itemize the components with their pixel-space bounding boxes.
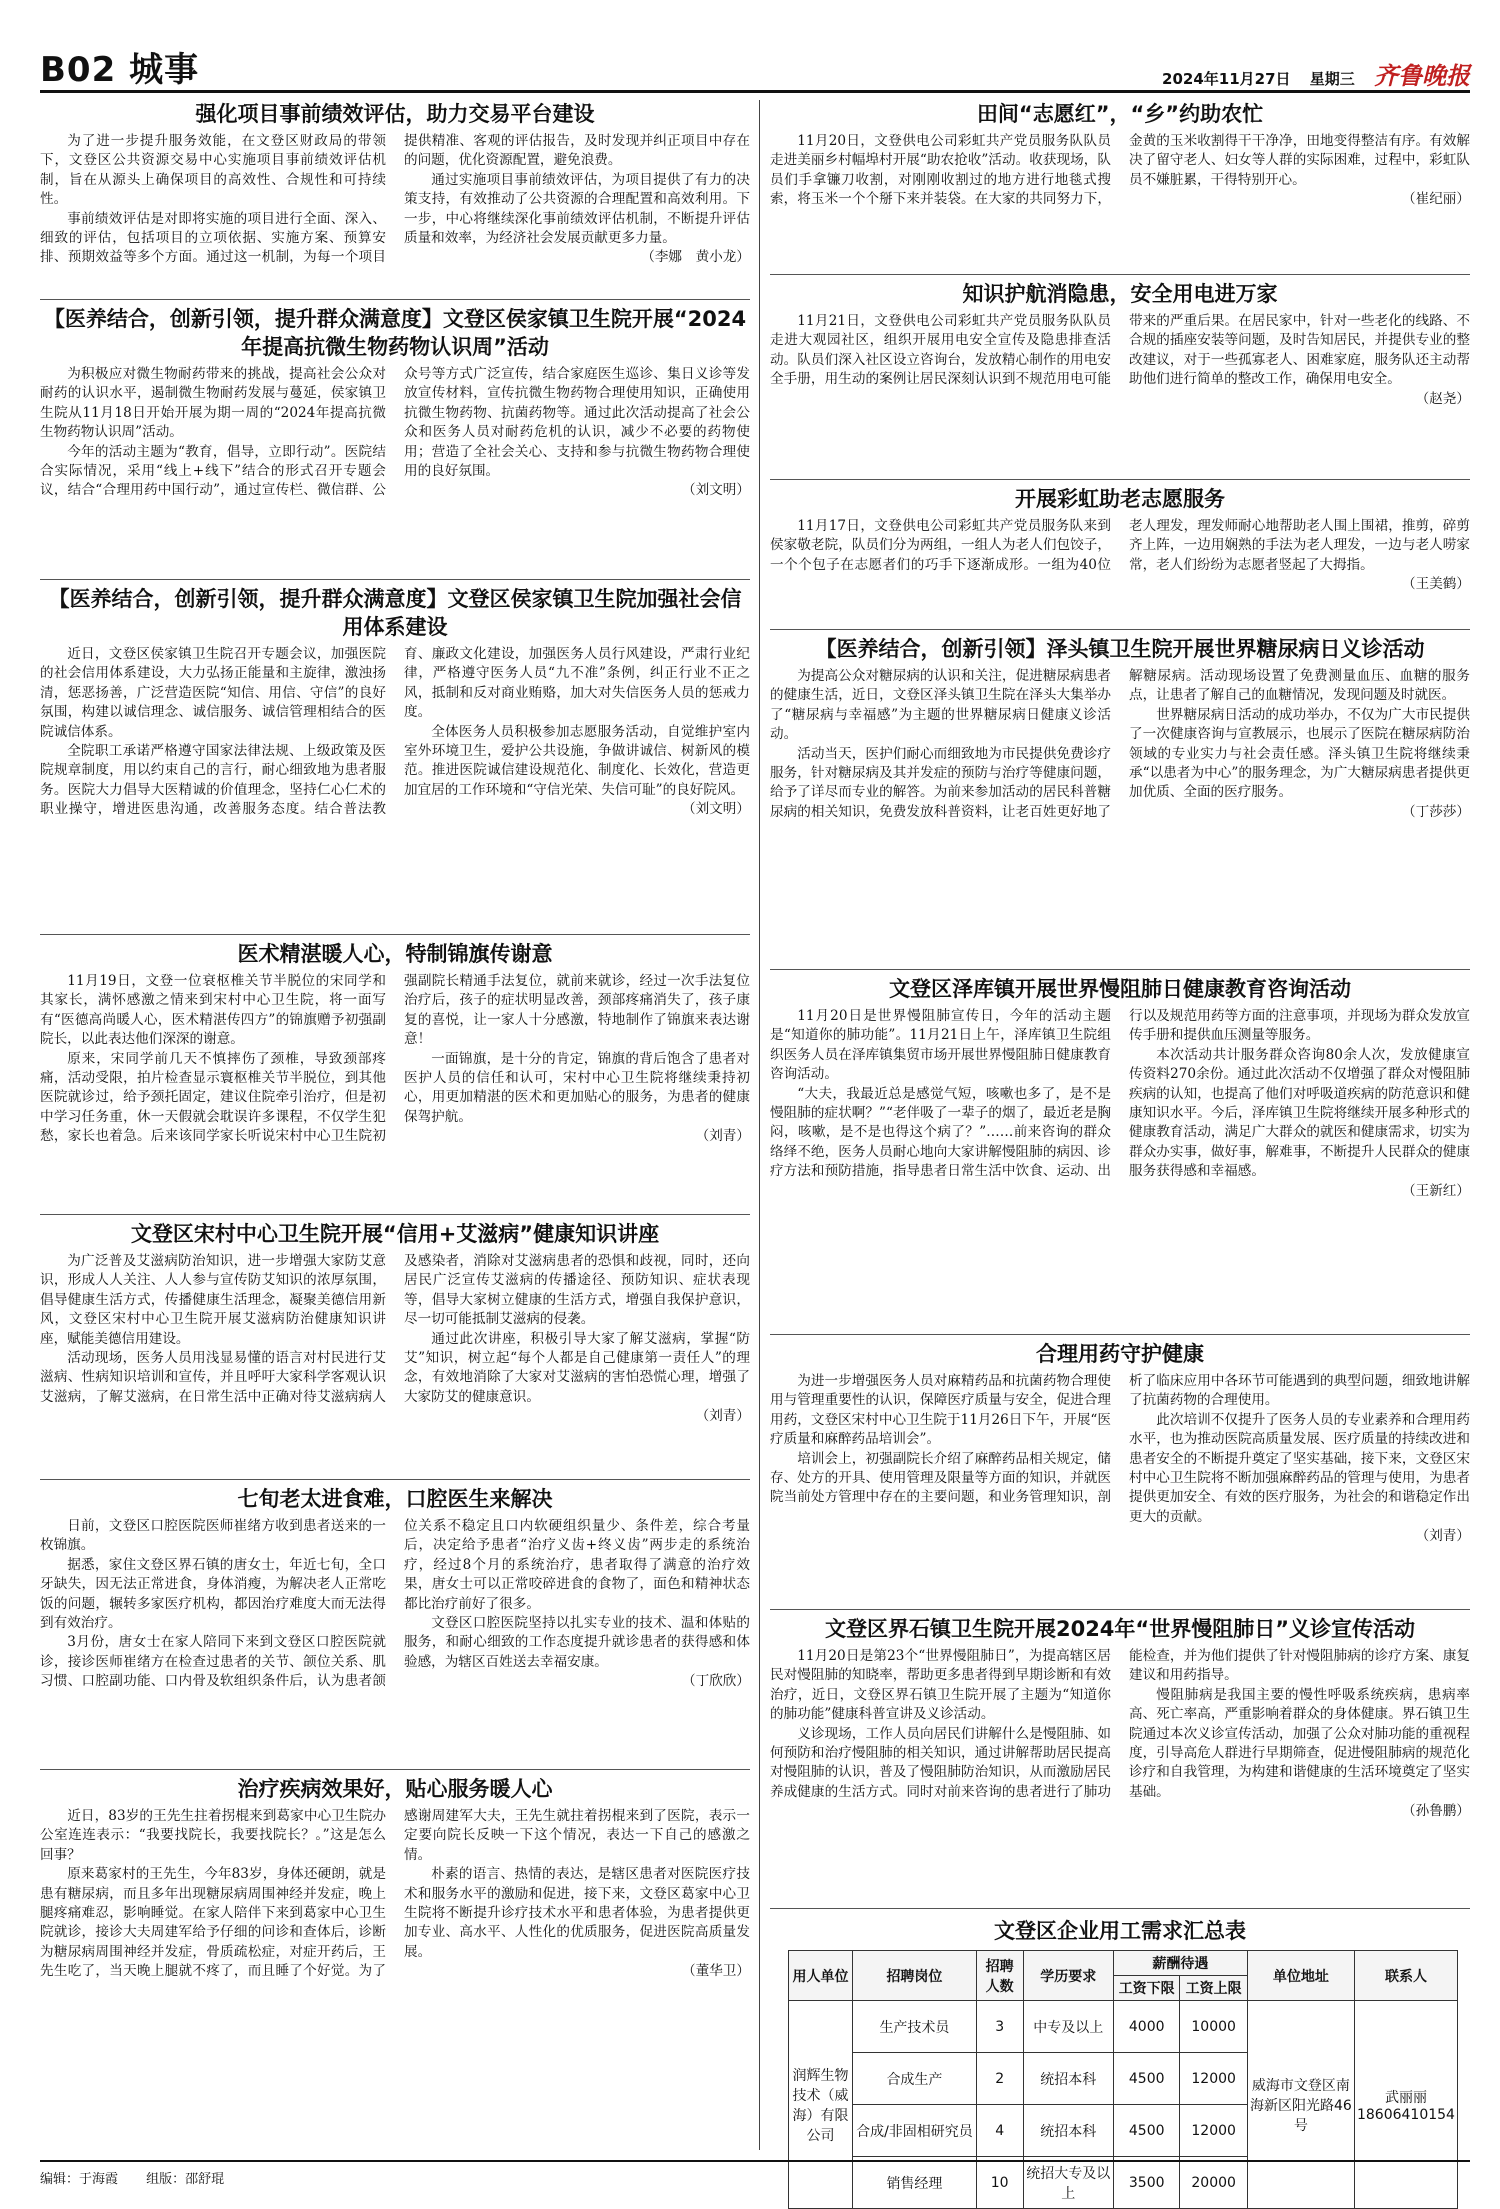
article <box>770 280 1470 475</box>
article-paragraph: 事前绩效评估是对即将实施的项目进行全面、深入、细致的评估，包括项目的立项依据、实施方案、预算安排、预期效益等多个方面。通过这一机制，为每一个项目提供精准、客观的评估报告，及时发现并纠正项目中存在的问题，优化资源配置，避免浪费。 <box>40 133 750 266</box>
article-paragraph: 近日，文登区侯家镇卫生院召开专题会议，加强医院的社会信用体系建设，大力弘扬正能量和主旋律，激浊扬清，惩恶扬善，广泛营造医院“知信、用信、守信”的良好氛围，构建以诚信理念、诚信服务、诚信管理相结合的医院诚信体系。 <box>40 646 386 740</box>
article-paragraph: 今年的活动主题为“教育，倡导，立即行动”。医院结合实际情况，采用“线上+线下”结合的形式召开专题会议，结合“合理用药中国行动”，通过宣传栏、微信群、公众号等方式广泛宣传，结合家庭医生巡诊、集日义诊等发放宣传材料，宣传抗微生物药物合理使用知识，正确使用抗微生物药物、抗菌药物等。通过此次活动提高了社会公众和医务人员对耐药危机的认识，减少不必要的药物使用；营造了全社会关心、支持和参与抗微生物药物合理使用的良好氛围。 <box>40 366 750 499</box>
header-company: 用人单位 <box>789 1951 853 2001</box>
article <box>770 100 1470 270</box>
article-body <box>40 645 750 820</box>
article-body <box>770 132 1470 210</box>
left-column <box>40 100 750 2150</box>
article-paragraph: 活动现场，医务人员用浅显易懂的语言对村民进行艾滋病、性病知识培训和宣传，并且呼吁大家科学客观认识艾滋病，了解艾滋病，在日常生活中正确对待艾滋病病人及感染者，消除对艾滋病患者的恐惧和歧视，同时，还向居民广泛宣传艾滋病的传播途径、预防知识、症状表现等，倡导大家树立健康的生活方式，增强自我保护意识，尽一切可能抵制艾滋病的侵袭。 <box>40 1253 750 1405</box>
table-cell-salary-low: 4500 <box>1113 2105 1180 2157</box>
article-title: 知识护航消隐患，安全用电进万家 <box>962 282 1278 306</box>
table-cell-salary-high: 12000 <box>1180 2053 1247 2105</box>
article-title: 【医养结合，创新引领，提升群众满意度】文登区侯家镇卫生院开展“2024年提高抗微生物药物认识周”活动 <box>43 307 747 359</box>
article-separator <box>770 1908 1470 1909</box>
article-byline: （赵尧） <box>1415 390 1470 407</box>
table-cell-position: 销售经理 <box>853 2157 977 2209</box>
article-paragraph: 为提高公众对糖尿病的认识和关注，促进糖尿病患者的健康生活，近日，文登区泽头镇卫生院在泽头大集举办了“糖尿病与幸福感”为主题的世界糖尿病日健康义诊活动。 <box>770 668 1111 743</box>
article-paragraph: 慢阻肺病是我国主要的慢性呼吸系统疾病，患病率高、死亡率高，严重影响着群众的身体健康。界石镇卫生院通过本次义诊宣传活动，加强了公众对肺功能的重视程度，引导高危人群进行早期筛查，促进慢阻肺病的规范化诊疗和自我管理，为构建和谐健康的生活环境奠定了坚实基础。 <box>1129 1686 1470 1800</box>
table-cell-contact: 武丽丽18606410154 <box>1354 2001 1457 2209</box>
table-cell-salary-high: 10000 <box>1180 2001 1247 2053</box>
article-body <box>40 1807 750 1982</box>
table-cell-salary-high: 12000 <box>1180 2105 1247 2157</box>
table-cell-count: 2 <box>976 2053 1023 2105</box>
article-paragraph: 11月19日，文登一位衰枢椎关节半脱位的宋同学和其家长，满怀感激之情来到宋村中心卫生院，将一面写有“医德高尚暖人心，医术精湛传四方”的锦旗赠予初强副院长，以此表达他们深深的谢意。 <box>40 973 386 1048</box>
table-cell-count: 3 <box>976 2001 1023 2053</box>
article-paragraph: 3月份，唐女士在家人陪同下来到文登区口腔医院就诊，接诊医师崔绪方在检查过患者的关节、颌位关系、肌习惯、口腔副功能、口内骨及软组织条件后，认为患者颌位关系不稳定且口内软硬组织量少、条件差，综合考量后，决定给予患者“治疗义齿+终义齿”两步走的系统治疗，经过8个月的系统治疗，患者取得了满意的治疗效果，唐女士可以正常咬碎进食的食物了，面色和精神状态都比治疗前好了很多。 <box>40 1518 750 1690</box>
article-paragraph: “大夫，我最近总是感觉气短，咳嗽也多了，是不是慢阻肺的症状啊？”“老伴吸了一辈子的烟了，最近老是胸闷，咳嗽，是不是也得这个病了？”……前来咨询的群众络绎不绝，医务人员耐心地向大家讲解慢阻肺的病因、诊疗方法和预防措施，指导患者日常生活中饮食、运动、出行以及规范用药等方面的注意事项，并现场为群众发放宣传手册和提供血压测量等服务。 <box>770 1008 1470 1180</box>
article-paragraph: 为广泛普及艾滋病防治知识，进一步增强大家防艾意识，形成人人关注、人人参与宣传防艾知识的浓厚氛围，倡导健康生活方式，传播健康生活理念，凝聚美德信用新风，文登区宋村中心卫生院开展艾滋病防治健康知识讲座，赋能美德信用建设。 <box>40 1253 386 1347</box>
header-address: 单位地址 <box>1247 1951 1354 2001</box>
issue-date: 2024年11月27日 <box>1162 70 1291 88</box>
article-paragraph: 11月21日，文登供电公司彩虹共产党员服务队队员走进大观园社区，组织开展用电安全宣传及隐患排查活动。队员们深入社区设立咨询台，发放精心制作的用电安全手册，用生动的案例让居民深刻认识到不规范用电可能带来的严重后果。在居民家中，针对一些老化的线路、不合规的插座安装等问题，及时告知居民，并提供专业的整改建议，对于一些孤寡老人、困难家庭，服务队还主动帮助他们进行简单的整改工作，确保用电安全。 <box>770 313 1470 388</box>
article-separator <box>770 1609 1470 1610</box>
article-body <box>770 312 1470 409</box>
issue-weekday: 星期三 <box>1309 70 1355 88</box>
article-byline: （李娜 黄小龙） <box>641 249 750 266</box>
table-cell-count: 4 <box>976 2105 1023 2157</box>
article-paragraph: 据悉，家住文登区界石镇的唐女士，年近七旬，全口牙缺失，因无法正常进食，身体消瘦，为解决老人正常吃饭的问题，辗转多家医疗机构，都因治疗难度大而无法得到有效治疗。 <box>40 1556 386 1632</box>
article-paragraph: 全体医务人员积极参加志愿服务活动，自觉维护室内室外环境卫生，爱护公共设施，争做讲诚信、树新风的模范。推进医院诚信建设规范化、制度化、长效化，营造更加宜居的工作环境和“守信光荣、失信可耻”的良好院风。 <box>404 723 750 798</box>
article-title: 文登区界石镇卫生院开展2024年“世界慢阻肺日”义诊宣传活动 <box>824 1617 1416 1641</box>
paper-logo: 齐鲁晚报 <box>1374 61 1470 90</box>
header-education: 学历要求 <box>1023 1951 1113 2001</box>
article-title: 七旬老太进食难，口腔医生来解决 <box>237 1487 553 1511</box>
article <box>40 1485 750 1765</box>
article <box>40 1775 750 2155</box>
article-separator <box>40 1214 750 1215</box>
article-paragraph: 原来葛家村的王先生，今年83岁，身体还硬朗，就是患有糖尿病，而且多年出现糖尿病周围神经并发症，晚上腿疼痛难忍，影响睡觉。在家人陪伴下来到葛家中心卫生院就诊，接诊大夫周建军给予仔细的问诊和查体后，诊断为糖尿病周围神经并发症，骨质疏松症，对症开药后，王先生吃了，当天晚上腿就不疼了，而且睡了个好觉。为了感谢周建军大夫，王先生就拄着拐棍来到了医院，表示一定要向院长反映一下这个情况，表达一下自己的感激之情。 <box>40 1808 750 1980</box>
article-paragraph: 本次活动共计服务群众咨询80余人次，发放健康宣传资料270余份。通过此次活动不仅增强了群众对慢阻肺疾病的认知，也提高了他们对呼吸道疾病的防范意识和健康知识水平。今后，泽库镇卫生院将继续开展多种形式的健康教育活动，满足广大群众的就医和健康需求，切实为群众办实事，做好事，解难事，不断提升人民群众的健康服务获得感和幸福感。 <box>1129 1046 1470 1180</box>
article-separator <box>770 969 1470 970</box>
header-contact: 联系人 <box>1354 1951 1457 2001</box>
table-cell-address: 威海市文登区南海新区阳光路46号 <box>1247 2001 1354 2209</box>
article-title: 【医养结合，创新引领】泽头镇卫生院开展世界糖尿病日义诊活动 <box>815 637 1425 661</box>
article-title: 文登区宋村中心卫生院开展“信用+艾滋病”健康知识讲座 <box>130 1222 660 1246</box>
article-paragraph: 11月20日是世界慢阻肺宣传日，今年的活动主题是“知道你的肺功能”。11月21日上午，泽库镇卫生院组织医务人员在泽库镇集贸市场开展世界慢阻肺日健康教育咨询活动。 <box>770 1008 1111 1083</box>
table-cell-company: 润辉生物技术（威海）有限公司 <box>789 2001 853 2209</box>
article-paragraph: 朴素的语言、热情的表达，是辖区患者对医院医疗技术和服务水平的激励和促进，接下来，文登区葛家中心卫生院将不断提升诊疗技术水平和患者体验，为患者提供更加专业、高水平、人性化的优质服务，促进医院高质量发展。 <box>404 1866 750 1960</box>
article-body <box>770 667 1470 822</box>
article-title: 医术精湛暖人心，特制锦旗传谢意 <box>237 942 553 966</box>
article-paragraph: 11月17日，文登供电公司彩虹共产党员服务队来到侯家敬老院，队员们分为两组，一组人为老人们包饺子，一个个包子在志愿者们的巧手下逐渐成形。一组为40位老人理发，理发师耐心地帮助老人围上围裙，推剪，碎剪齐上阵，一边用娴熟的手法为老人理发，一边与老人唠家常，老人们纷纷为志愿者竖起了大拇指。 <box>770 518 1470 573</box>
article-separator <box>40 299 750 300</box>
article-paragraph: 为了进一步提升服务效能，在文登区财政局的带领下，文登区公共资源交易中心实施项目事前绩效评估机制，旨在从源头上确保项目的高效性、合规性和可持续性。 <box>40 133 386 208</box>
header-count: 招聘人数 <box>976 1951 1023 2001</box>
page-header <box>40 40 1470 93</box>
article-body <box>40 972 750 1147</box>
table-cell-position: 合成生产 <box>853 2053 977 2105</box>
article-byline: （丁欣欣） <box>682 1673 750 1690</box>
article <box>40 100 750 295</box>
header-salary-low: 工资下限 <box>1113 1976 1180 2001</box>
article-title: 田间“志愿红”，“乡”约助农忙 <box>976 102 1264 126</box>
header-salary: 薪酬待遇 <box>1113 1951 1247 1976</box>
article-body <box>770 517 1470 594</box>
table-cell-salary-low: 4500 <box>1113 2053 1180 2105</box>
header-date-area <box>1148 56 1470 91</box>
article-byline: （王美鹤） <box>1402 576 1470 593</box>
table-cell-salary-low: 4000 <box>1113 2001 1180 2053</box>
article <box>770 635 1470 965</box>
table-cell-count: 10 <box>976 2157 1023 2209</box>
article-paragraph: 日前，文登区口腔医院医师崔绪方收到患者送来的一枚锦旗。 <box>40 1518 386 1554</box>
article-separator <box>40 579 750 580</box>
article-byline: （孙鲁鹏） <box>1402 1803 1470 1820</box>
article-title: 【医养结合，创新引领，提升群众满意度】文登区侯家镇卫生院加强社会信用体系建设 <box>48 587 742 639</box>
article-paragraph: 通过此次讲座，积极引导大家了解艾滋病，掌握“防艾”知识，树立起“每个人都是自己健康第一责任人”的理念，有效地消除了大家对艾滋病的害怕恐慌心理，增强了大家防艾的健康意识。 <box>404 1330 750 1405</box>
article-byline: （刘青） <box>695 1128 750 1145</box>
table-cell-education: 统招本科 <box>1023 2105 1113 2157</box>
column-divider <box>759 100 760 2150</box>
article-body <box>40 1252 750 1426</box>
article-paragraph: 一面锦旗，是十分的肯定，锦旗的背后饱含了患者对医护人员的信任和认可，宋村中心卫生院将继续秉持初心，用更加精湛的医术和更加贴心的服务，为患者的健康保驾护航。 <box>404 1050 750 1125</box>
article-separator <box>40 934 750 935</box>
table-cell-education: 统招本科 <box>1023 2053 1113 2105</box>
page-section-code: B02 城事 <box>40 50 200 90</box>
article-paragraph: 为积极应对微生物耐药带来的挑战，提高社会公众对耐药的认识水平，遏制微生物耐药发展与蔓延，侯家镇卫生院从11月18日开始开展为期一周的“2024年提高抗微生物药物认识周”活动。 <box>40 366 386 441</box>
header-position: 招聘岗位 <box>853 1951 977 2001</box>
right-column <box>770 100 1470 2202</box>
page-footer <box>40 2160 1470 2187</box>
article-separator <box>770 1334 1470 1335</box>
article-paragraph: 原来，宋同学前几天不慎摔伤了颈椎，导致颈部疼痛，活动受限，拍片检查显示寰枢椎关节半脱位，到其他医院就诊过，给予颈托固定，建议住院牵引治疗，但是初中学习任务重，休一天假就会耽误许多课程，不仅学生犯愁，家长也着急。后来该同学家长听说宋村中心卫生院初强副院长精通手法复位，就前来就诊，经过一次手法复位治疗后，孩子的症状明显改善，颈部疼痛消失了，孩子康复的喜悦，让一家人十分感激，特地制作了锦旗来表达谢意！ <box>40 973 750 1145</box>
article <box>770 975 1470 1330</box>
article-byline: （刘文明） <box>682 482 750 499</box>
article <box>770 1340 1470 1605</box>
article-body <box>40 365 750 501</box>
article-paragraph: 此次培训不仅提升了医务人员的专业素养和合理用药水平，也为推动医院高质量发展、医疗质量的持续改进和患者安全的不断提升奠定了坚实基础，接下来，文登区宋村中心卫生院将不断加强麻醉药品的管理与使用，为患者提供更加安全、有效的医疗服务，为社会的和谐稳定作出更大的贡献。 <box>1129 1411 1470 1525</box>
article-paragraph: 全院职工承诺严格遵守国家法律法规、上级政策及医院规章制度，用以约束自己的言行，耐心细致地为患者服务。医院大力倡导大医精诚的价值理念，坚持仁心仁术的职业操守，增进医患沟通，改善服务态度。结合普法教育、廉政文化建设，加强医务人员行风建设，严肃行业纪律，严格遵守医务人员“九不准”条例，纠正行业不正之风，抵制和反对商业贿赂，加大对失信医务人员的惩戒力度。 <box>40 646 750 818</box>
article <box>40 585 750 930</box>
table-cell-salary-high: 20000 <box>1180 2157 1247 2209</box>
article-body <box>770 1372 1470 1546</box>
article-separator <box>40 1769 750 1770</box>
designer-credit: 组版：邵舒琨 <box>146 2172 225 2187</box>
article-byline: （董华卫） <box>682 1963 750 1980</box>
article-paragraph: 活动当天，医护们耐心而细致地为市民提供免费诊疗服务，针对糖尿病及其并发症的预防与治疗等健康问题，给予了详尽而专业的解答。为前来参加活动的居民科普糖尿病的相关知识，免费发放科普资料，让老百姓更好地了解糖尿病。活动现场设置了免费测量血压、血糖的服务点，让患者了解自己的血糖情况，发现问题及时就医。 <box>770 668 1470 820</box>
article-paragraph: 为进一步增强医务人员对麻精药品和抗菌药物合理使用与管理重要性的认识，保障医疗质量与安全，促进合理用药，文登区宋村中心卫生院于11月26日下午，开展“医疗质量和麻醉药品培训会”。 <box>770 1373 1111 1448</box>
article <box>770 1615 1470 1900</box>
article-byline: （丁莎莎） <box>1402 803 1470 820</box>
table-cell-education: 统招大专及以上 <box>1023 2157 1113 2209</box>
article-paragraph: 11月20日是第23个“世界慢阻肺日”，为提高辖区居民对慢阻肺的知晓率，帮助更多患者得到早期诊断和有效治疗，近日，文登区界石镇卫生院开展了主题为“知道你的肺功能”健康科普宣讲及义诊活动。 <box>770 1648 1111 1723</box>
article-separator <box>770 629 1470 630</box>
article-byline: （刘文明） <box>682 801 750 818</box>
article-paragraph: 世界糖尿病日活动的成功举办，不仅为广大市民提供了一次健康咨询与宣教展示，也展示了医院在糖尿病防治领域的专业实力与社会责任感。泽头镇卫生院将继续秉承“以患者为中心”的服务理念，为广大糖尿病患者提供更加优质、全面的医疗服务。 <box>1129 706 1470 801</box>
article-body <box>770 1647 1470 1821</box>
article-byline: （刘青） <box>1415 1528 1470 1545</box>
article-paragraph: 文登区口腔医院坚持以扎实专业的技术、温和体贴的服务，和耐心细致的工作态度提升就诊患者的获得感和体验感，为辖区百姓送去幸福安康。 <box>404 1615 750 1670</box>
article-separator <box>40 1479 750 1480</box>
article-body <box>770 1007 1470 1201</box>
article <box>40 1220 750 1475</box>
table-row <box>789 2001 1458 2053</box>
editor-credit: 编辑：于海霞 <box>40 2172 119 2187</box>
article-paragraph: 近日，83岁的王先生拄着拐棍来到葛家中心卫生院办公室连连表示：“我要找院长，我要找院长？。”这是怎么回事？ <box>40 1808 386 1863</box>
article-title: 治疗疾病效果好，贴心服务暖人心 <box>237 1777 553 1801</box>
article-title: 开展彩虹助老志愿服务 <box>1015 487 1225 511</box>
article <box>40 305 750 575</box>
jobs-table-title: 文登区企业用工需求汇总表 <box>994 1919 1246 1943</box>
table-cell-salary-low: 3500 <box>1113 2157 1180 2209</box>
article-title: 文登区泽库镇开展世界慢阻肺日健康教育咨询活动 <box>889 977 1351 1001</box>
article-separator <box>770 479 1470 480</box>
article <box>770 485 1470 625</box>
article-paragraph: 培训会上，初强副院长介绍了麻醉药品相关规定，储存、处方的开具、使用管理及限量等方面的知识，并就医院当前处方管理中存在的主要问题，和业务管理知识，剖析了临床应用中各环节可能遇到的典型问题，细致地讲解了抗菌药物的合理使用。 <box>770 1373 1470 1506</box>
article-title: 强化项目事前绩效评估，助力交易平台建设 <box>195 102 595 126</box>
article <box>40 940 750 1210</box>
header-salary-high: 工资上限 <box>1180 1976 1247 2001</box>
table-cell-position: 生产技术员 <box>853 2001 977 2053</box>
article-title: 合理用药守护健康 <box>1036 1342 1204 1366</box>
article-body <box>40 132 750 268</box>
article-paragraph: 11月20日，文登供电公司彩虹共产党员服务队队员走进美丽乡村幅埠村开展“助农抢收”活动。收获现场，队员们手拿镰刀收割，对刚刚收割过的地方进行地毯式搜索，将玉米一个个掰下来并装袋。在大家的共同努力下，金黄的玉米收割得干干净净，田地变得整洁有序。有效解决了留守老人、妇女等人群的实际困难，过程中，彩虹队员不嫌脏累，干得特别开心。 <box>770 133 1470 208</box>
article-byline: （崔纪丽） <box>1402 191 1470 208</box>
article-paragraph: 义诊现场，工作人员向居民们讲解什么是慢阻肺、如何预防和治疗慢阻肺的相关知识，通过讲解帮助居民提高对慢阻肺的认识，普及了慢阻肺防治知识，从而激励居民养成健康的生活方式。同时对前来咨询的患者进行了肺功能检查，并为他们提供了针对慢阻肺病的诊疗方案、康复建议和用药指导。 <box>770 1648 1470 1800</box>
article-separator <box>770 274 1470 275</box>
table-header-row <box>789 1951 1458 1976</box>
article-paragraph: 通过实施项目事前绩效评估，为项目提供了有力的决策支持，有效推动了公共资源的合理配置和高效利用。下一步，中心将继续深化事前绩效评估机制，不断提升评估质量和效率，为经济社会发展贡献更多力量。 <box>404 171 750 247</box>
article-body <box>40 1517 750 1692</box>
article-byline: （刘青） <box>695 1408 750 1425</box>
article-byline: （王新红） <box>1402 1182 1470 1199</box>
table-cell-position: 合成/非固相研究员 <box>853 2105 977 2157</box>
table-cell-education: 中专及以上 <box>1023 2001 1113 2053</box>
